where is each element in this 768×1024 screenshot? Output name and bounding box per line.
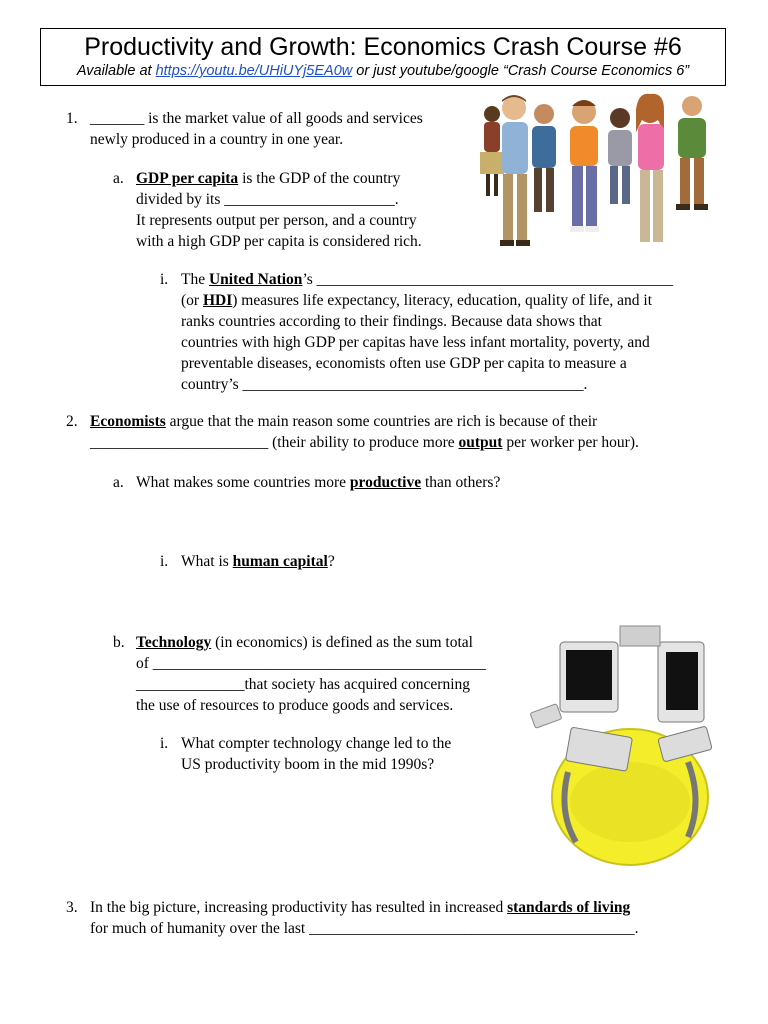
q2a-pre: What makes some countries more <box>136 474 350 491</box>
term-hdi: HDI <box>202 292 233 309</box>
q1ai-line-1-rest: ’s ______________________________________________ <box>302 271 674 288</box>
term-economists: Economists <box>90 413 166 430</box>
q1ai-line-5: preventable diseases, economists often use GDP per capita to measure a <box>181 355 627 372</box>
person-3-icon <box>532 104 556 212</box>
q2-line-2-pre: _______________________ (their ability to produce more <box>90 434 459 451</box>
q2b-line-4: the use of resources to produce goods and services. <box>136 697 454 714</box>
q1ai-line-2-pre: (or <box>181 292 203 309</box>
q1ai-line-4: countries with high GDP per capitas have less infant mortality, poverty, and <box>181 334 650 351</box>
q1a-line-1 <box>136 168 400 189</box>
q1ai-line-1 <box>181 269 673 290</box>
q2-line-1-rest: argue that the main reason some countries are rich is because of their <box>165 413 598 430</box>
term-productive: productive <box>349 474 422 491</box>
q2b-line-1 <box>136 632 473 653</box>
q1a-line-3: It represents output per person, and a country <box>136 212 417 229</box>
q2-line-2-rest: per worker per hour). <box>502 434 639 451</box>
q2bi-line-2: US productivity boom in the mid 1990s? <box>181 756 435 773</box>
q2-line-1 <box>90 411 597 432</box>
q2ai-post: ? <box>327 553 335 570</box>
person-5-icon <box>608 108 632 204</box>
q2ai-pre: What is <box>181 553 233 570</box>
q1-number: 1. <box>66 110 78 127</box>
q2a-label: a. <box>113 474 124 491</box>
q1a-line-2: divided by its ______________________. <box>136 191 399 208</box>
term-output: output <box>458 434 503 451</box>
q1ai-pre: The <box>181 271 209 288</box>
person-6-icon <box>636 94 664 242</box>
people-group-illustration <box>472 92 722 257</box>
person-1-icon <box>480 106 504 196</box>
person-4-icon <box>570 100 599 232</box>
page-title: Productivity and Growth: Economics Crash Course #6 <box>84 33 682 61</box>
subtitle-suffix: or just youtube/google “Crash Course Economics 6” <box>352 63 690 79</box>
q2a-post: than others? <box>421 474 501 491</box>
q3-number: 3. <box>66 899 78 916</box>
q2-line-2 <box>90 432 639 453</box>
video-link[interactable]: https://youtu.be/UHiUYj5EA0w <box>155 63 353 79</box>
term-human-capital: human capital <box>232 553 328 570</box>
q2a-line <box>136 472 500 493</box>
q1a-line-4: with a high GDP per capita is considered rich. <box>136 233 422 250</box>
q1ai-line-2 <box>181 290 652 311</box>
page-subtitle <box>41 62 725 80</box>
q2ai-line <box>181 551 335 572</box>
q2b-line-3: ______________that society has acquired concerning <box>136 676 471 693</box>
q2-number: 2. <box>66 413 78 430</box>
q1ai-line-3: ranks countries according to their findings. Because data shows that <box>181 313 602 330</box>
q1ai-label: i. <box>160 271 169 288</box>
q2b-label: b. <box>113 634 125 651</box>
subtitle-prefix: Available at <box>76 63 156 79</box>
q2ai-label: i. <box>160 553 169 570</box>
q2bi-label: i. <box>160 735 169 752</box>
q1-line-1: _______ is the market value of all goods and services <box>90 110 423 127</box>
term-standards-of-living: standards of living <box>507 899 631 916</box>
q1-line-2: newly produced in a country in one year. <box>90 131 344 148</box>
q1a-line-1-rest: is the GDP of the country <box>238 170 401 187</box>
q2bi-line-1: What compter technology change led to the <box>181 735 452 752</box>
q3-line-2: for much of humanity over the last __________________________________________. <box>90 920 639 937</box>
term-united-nation: United Nation <box>208 271 303 288</box>
person-7-icon <box>676 96 708 210</box>
q1ai-line-2-rest: ) measures life expectancy, literacy, education, quality of life, and it <box>232 292 653 309</box>
person-2-icon <box>500 95 530 246</box>
q3-line-1 <box>90 897 630 918</box>
q3-line-1-pre: In the big picture, increasing productivity has resulted in increased <box>90 899 508 916</box>
networked-computers-illustration <box>528 622 728 867</box>
header-box <box>40 28 726 86</box>
term-technology: Technology <box>136 634 212 651</box>
q2b-line-2: of ___________________________________________ <box>136 655 487 672</box>
term-gdp-per-capita: GDP per capita <box>136 170 239 187</box>
q1a-label: a. <box>113 170 124 187</box>
q1ai-line-6: country’s ____________________________________________. <box>181 376 588 393</box>
q2b-line-1-rest: (in economics) is defined as the sum total <box>211 634 473 651</box>
